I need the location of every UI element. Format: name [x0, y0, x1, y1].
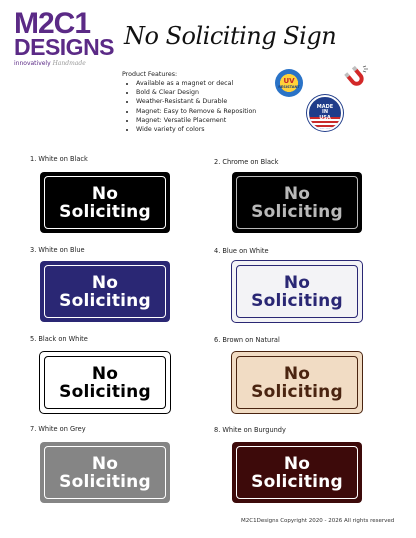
sign-line1: No: [91, 363, 119, 384]
sign-line2: Soliciting: [59, 201, 151, 222]
sign-chrome-on-black: [232, 172, 362, 233]
features-heading: Product Features:: [122, 71, 178, 78]
sign-line2: Soliciting: [251, 471, 343, 492]
sign-line1: No: [283, 453, 311, 474]
page-title: No Soliciting Sign: [124, 22, 337, 50]
brand-main: M2C1: [14, 7, 91, 40]
sign-line2: Soliciting: [251, 381, 343, 402]
brand-logo: [14, 7, 115, 67]
sign-caption-1: 1. White on Black: [30, 155, 88, 163]
sign-line2: Soliciting: [59, 381, 151, 402]
feature-item: • Weather-Resistant & Durable: [136, 97, 256, 106]
product-features: [122, 71, 256, 134]
sign-caption-5: 5. Black on White: [30, 335, 88, 343]
sign-white-on-black: [40, 172, 170, 233]
sign-line1: No: [283, 272, 311, 293]
sign-brown-on-natural: [232, 352, 362, 413]
copyright-footer: M2C1Designs Copyright 2020 - 2026 All rights reserved: [241, 518, 395, 524]
sign-line1: No: [91, 272, 119, 293]
sign-white-on-burgundy: [232, 442, 362, 503]
features-list: [122, 79, 256, 134]
feature-item: • Magnet: Versatile Placement: [136, 116, 256, 125]
sign-caption-4: 4. Blue on White: [214, 247, 269, 255]
sign-white-on-blue: [40, 261, 170, 322]
sign-caption-8: 8. White on Burgundy: [214, 426, 286, 434]
feature-item: • Magnet: Easy to Remove & Reposition: [136, 107, 256, 116]
sign-line2: Soliciting: [59, 290, 151, 311]
sign-caption-7: 7. White on Grey: [30, 425, 86, 433]
brand-tagline: innovatively Handmade: [14, 60, 86, 67]
feature-item: • Wide variety of colors: [136, 125, 256, 134]
sign-line2: Soliciting: [59, 471, 151, 492]
feature-item: • Bold & Clear Design: [136, 88, 256, 97]
sign-line2: Soliciting: [251, 290, 343, 311]
made-in-usa-badge: MADE IN USA: [307, 95, 343, 131]
sign-line1: No: [283, 183, 311, 204]
brand-sub: DESIGNS: [14, 34, 115, 60]
sign-line1: No: [91, 183, 119, 204]
sign-line2: Soliciting: [251, 201, 343, 222]
feature-item: • Available as a magnet or decal: [136, 79, 256, 88]
sign-caption-2: 2. Chrome on Black: [214, 158, 279, 166]
sign-caption-3: 3. White on Blue: [30, 246, 85, 254]
sign-caption-6: 6. Brown on Natural: [214, 336, 280, 344]
sign-black-on-white: [40, 352, 170, 413]
sign-blue-on-white: [232, 261, 362, 322]
sign-white-on-grey: [40, 442, 170, 503]
sign-line1: No: [283, 363, 311, 384]
uv-resistant-badge: UV RESISTANT: [275, 69, 303, 97]
magnet-icon: [343, 65, 369, 91]
sign-line1: No: [91, 453, 119, 474]
